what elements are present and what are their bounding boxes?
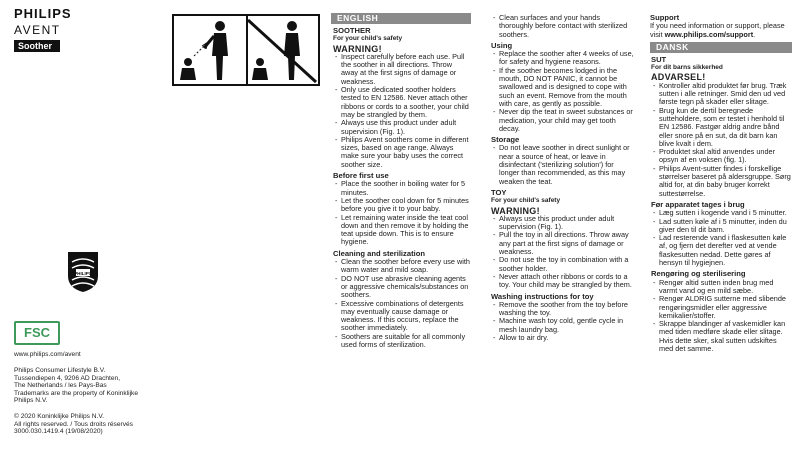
list-item: - Philips Avent-sutter findes i forskellige størrelser baseret på aldersgruppe. Sørg altid for, at din baby bruger korrekt suttestørrelse. [651, 165, 792, 198]
list-item: - Skrappe blandinger af vaskemidler kan med tiden medføre skade eller slitage. Hvis dette sker, skal sutten udskiftes med det samme. [651, 320, 792, 353]
warning-heading: WARNING! [333, 43, 382, 54]
copyright-block: © 2020 Koninklijke Philips N.V. All rights reserved. / Tous droits réservés 3000.030.1419.4 (19/08/2020) [14, 413, 133, 436]
section-heading: Rengøring og sterilisering [651, 269, 746, 279]
list-item: - Allow to air dry. [491, 334, 634, 342]
list-item: - Let the soother cool down for 5 minutes before you give it to your baby. [333, 197, 471, 214]
section-heading: Storage [491, 135, 520, 145]
warning-heading: WARNING! [491, 205, 540, 216]
list-item: - Machine wash toy cold, gentle cycle in mesh laundry bag. [491, 317, 634, 334]
list-item: - Always use this product under adult supervision (Fig. 1). [491, 215, 634, 232]
section-subtitle: For your child's safety [333, 35, 403, 43]
section-subtitle: For your child's safety [491, 197, 561, 205]
list-item: - Place the soother in boiling water for 5 minutes. [333, 180, 471, 197]
product-label: Soother [14, 40, 60, 52]
list-item: - Do not use the toy in combination with a soother holder. [491, 256, 634, 273]
list-item: - Produktet skal altid anvendes under opsyn af en voksen (fig. 1). [651, 148, 792, 165]
section-title: SOOTHER [333, 26, 371, 35]
list-item: - Rengør altid sutten inden brug med varmt vand og en mild sæbe. [651, 279, 792, 296]
support-text: If you need information or support, please visit www.philips.com/support. [650, 21, 785, 39]
list-item: - Replace the soother after 4 weeks of use, for safety and hygiene reasons. [491, 50, 634, 67]
english-column-2 [491, 14, 634, 342]
fsc-logo: FSC [14, 321, 60, 345]
support-link[interactable]: www.philips.com/support [664, 29, 754, 39]
list-item: - Rengør ALDRIG sutterne med slibende rengøringsmidler eller aggressive kemikalier/stoffer. [651, 295, 792, 320]
section-title: TOY [491, 187, 507, 197]
philips-shield-icon [66, 250, 100, 294]
list-item: - Kontroller altid produktet før brug. Træk sutten i alle retninger. Smid den ud ved første tegn på skader eller slitage. [651, 82, 792, 107]
list-item: - Clean surfaces and your hands thoroughly before contact with sterilized soothers. [491, 14, 634, 39]
dansk-column [650, 14, 792, 353]
list-item: - If the soother becomes lodged in the mouth, DO NOT PANIC, it cannot be swallowed and is designed to cope with such an event. Remove from the mouth with care, as gently as possible. [491, 67, 634, 108]
list-item: - Inspect carefully before each use. Pull the soother in all directions. Throw away at the first signs of damage or weakness. [333, 53, 471, 86]
section-heading: Before first use [333, 171, 389, 181]
philips-logo: PHILIPS [14, 6, 72, 21]
lang-header-english: ENGLISH [331, 13, 471, 24]
list-item: - Philips Avent soothers come in different sizes, based on age range. Always make sure your baby uses the correct soother size. [333, 136, 471, 169]
list-item: - Pull the toy in all directions. Throw away any part at the first signs of damage or weakness. [491, 231, 634, 256]
list-item: - Clean the soother before every use with warm water and mild soap. [333, 258, 471, 275]
section-subtitle: For dit barns sikkerhed [651, 64, 723, 72]
list-item: - Do not leave soother in direct sunlight or near a source of heat, or leave in disinfectant ('sterilizing solution') for longer than recommended, as this may weaken the teat. [491, 144, 634, 185]
avent-logo: AVENT [14, 23, 61, 37]
list-item: - Soothers are suitable for all commonly used forms of sterilization. [333, 333, 471, 350]
list-item: - Læg sutten i kogende vand i 5 minutter. [651, 209, 792, 217]
list-item: - Never attach other ribbons or cords to a toy. Your child may be strangled by them. [491, 273, 634, 290]
list-item: - Never dip the teat in sweet substances or medication, your child may get tooth decay. [491, 108, 634, 133]
list-item: - Lad sutten køle af i 5 minutter, inden du giver den til dit barn. [651, 218, 792, 235]
section-heading: Før apparatet tages i brug [651, 199, 745, 209]
section-heading: Using [491, 40, 513, 50]
list-item: - DO NOT use abrasive cleaning agents or aggressive chemicals/substances on soothers. [333, 275, 471, 300]
section-title: SUT [651, 54, 667, 64]
list-item: - Lad resterende vand i flaskesutten køle af, og fjern det derefter ved at vende flaskesutten nedad. Dette gøres af hensyn til hygiejnen. [651, 234, 792, 267]
list-item: - Only use dedicated soother holders tested to EN 12586. Never attach other ribbons or cords to a soother, your child may be strangled by them. [333, 86, 471, 119]
address-block: Philips Consumer Lifestyle B.V. Tussendiepen 4, 9206 AD Drachten, The Netherlands / les Pays-Bas Trademarks are the property of Koninklijke Philips N.V. [14, 367, 138, 405]
section-heading: Cleaning and sterilization [333, 248, 425, 258]
list-item: - Brug kun de dertil beregnede sutteholdere, som er testet i henhold til EN 12586. Fastgør aldrig andre bånd eller snore på en sut, da dit barn kan blive kvalt i dem. [651, 107, 792, 148]
list-item: - Excessive combinations of detergents may eventually cause damage or weakness. If this occurs, replace the soother immediately. [333, 300, 471, 333]
website-text: www.philips.com/avent [14, 351, 81, 358]
section-heading: Washing instructions for toy [491, 291, 594, 301]
svg-text:PHILIPS: PHILIPS [74, 271, 92, 276]
list-item: - Always use this product under adult supervision (Fig. 1). [333, 119, 471, 136]
english-column-1 [331, 13, 471, 349]
warning-heading: ADVARSEL! [651, 72, 706, 83]
list-item: - Remove the soother from the toy before washing the toy. [491, 301, 634, 318]
supervision-pictogram [172, 14, 320, 86]
brand-block [14, 6, 72, 52]
list-item: - Let remaining water inside the teat cool down and then remove it by holding the teat upside down. This is to ensure hygiene. [333, 214, 471, 247]
support-heading: Support [650, 13, 680, 22]
lang-header-dansk: DANSK [650, 42, 792, 53]
